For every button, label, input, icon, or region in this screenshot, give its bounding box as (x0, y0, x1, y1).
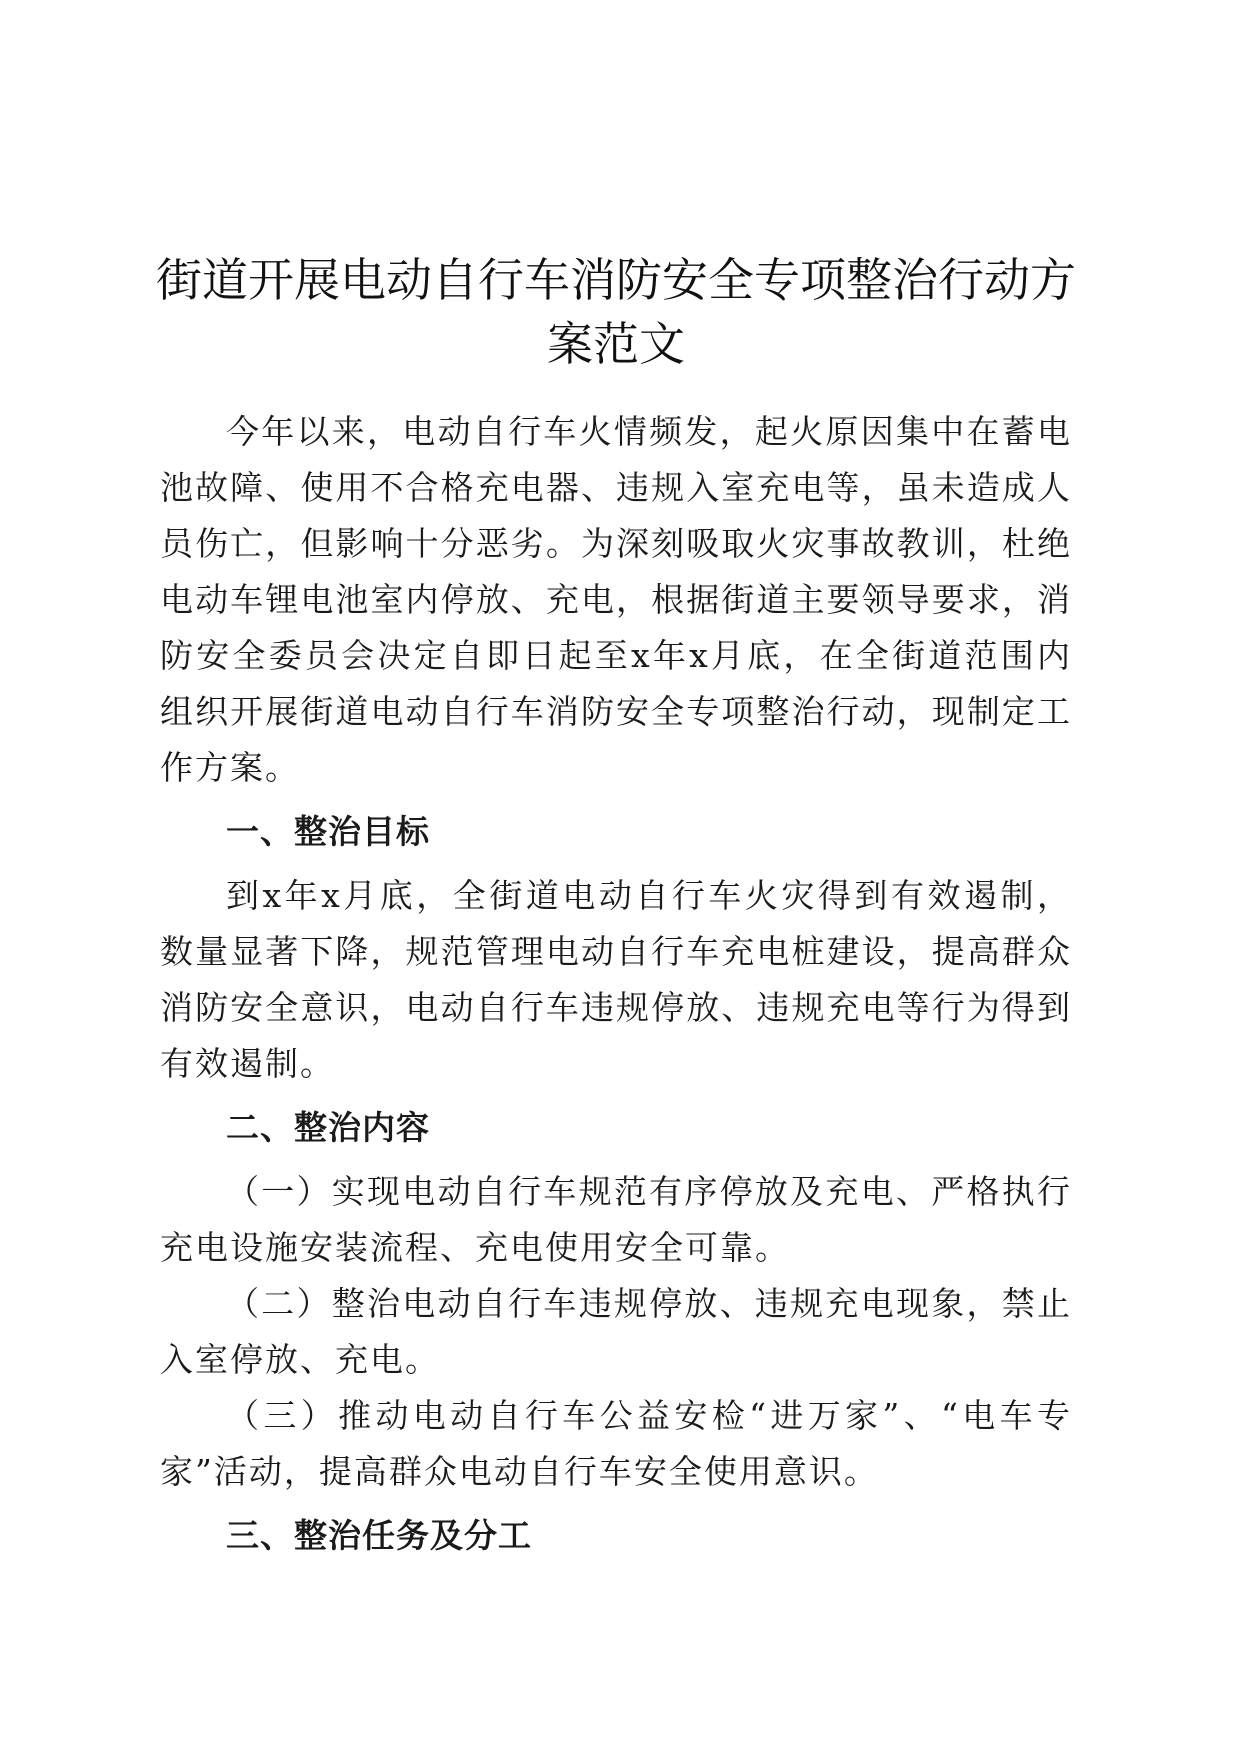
section-heading-content: 二、整治内容 (226, 1108, 430, 1147)
goals-paragraph: 到x年x月底，全街道电动自行车火灾得到有效遏制，数量显著下降，规范管理电动自行车充电桩建设，提高群众消防安全意识，电动自行车违规停放、违规充电等行为得到有效遏制。 (160, 876, 1072, 1083)
intro-paragraph: 今年以来，电动自行车火情频发，起火原因集中在蓄电池故障、使用不合格充电器、违规入室充电等，虽未造成人员伤亡，但影响十分恶劣。为深刻吸取火灾事故教训，杜绝电动车锂电池室内停放、充电，根据街道主要领导要求，消防安全委员会决定自即日起至x年x月底，在全街道范围内组织开展街道电动自行车消防安全专项整治行动，现制定工作方案。 (160, 412, 1072, 787)
section-heading-goals: 一、整治目标 (226, 812, 430, 851)
content-item-2: （二）整治电动自行车违规停放、违规充电现象，禁止入室停放、充电。 (160, 1284, 1072, 1379)
content-item-3: （三）推动电动自行车公益安检“进万家”、“电车专家”活动，提高群众电动自行车安全使用意识。 (160, 1396, 1072, 1491)
document-page (156, 248, 1076, 1572)
content-item-1: （一）实现电动自行车规范有序停放及充电、严格执行充电设施安装流程、充电使用安全可靠。 (160, 1172, 1072, 1267)
section-heading-tasks: 三、整治任务及分工 (226, 1516, 532, 1555)
document-title: 街道开展电动自行车消防安全专项整治行动方案范文 (156, 253, 1076, 371)
